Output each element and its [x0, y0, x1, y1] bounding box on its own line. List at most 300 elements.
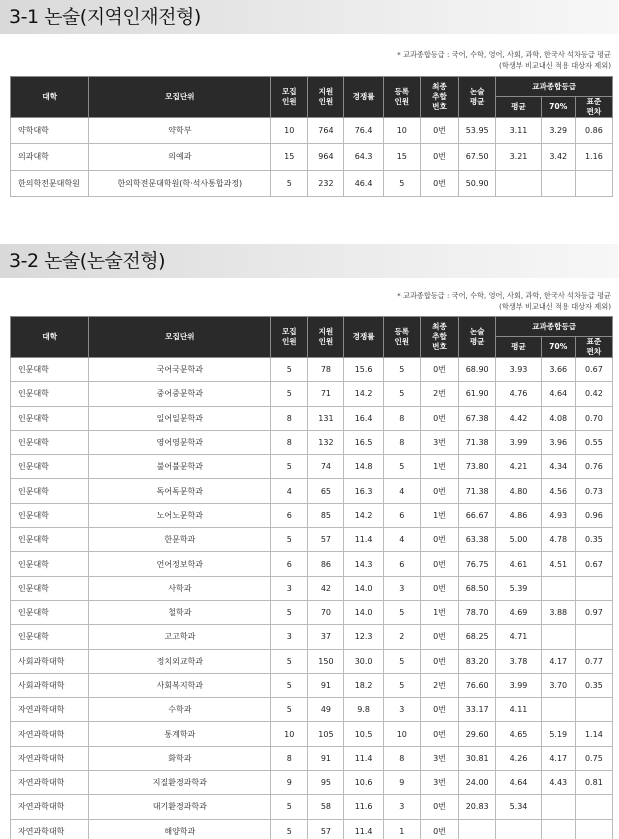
univ-cell: 사회과학대학 — [11, 673, 89, 697]
applicants-cell: 91 — [308, 673, 344, 697]
essay-avg-cell: 53.95 — [459, 118, 496, 144]
unit-cell: 사회복지학과 — [89, 673, 271, 697]
grade-sd-cell — [575, 170, 612, 196]
registered-cell: 6 — [383, 552, 420, 576]
col-header-essay-avg: 논술 평균 — [459, 317, 496, 358]
univ-cell: 인문대학 — [11, 625, 89, 649]
quota-cell: 5 — [271, 358, 308, 382]
table-row — [11, 170, 613, 196]
table-row — [11, 819, 613, 839]
applicants-cell: 131 — [308, 406, 344, 430]
grade-note-1-line1: * 교과종합등급 : 국어, 수학, 영어, 사회, 과학, 한국사 석차등급 평균 — [397, 50, 611, 59]
col-header-essay-avg: 논술 평균 — [459, 77, 496, 118]
unit-cell: 사학과 — [89, 576, 271, 600]
table-row — [11, 528, 613, 552]
last-no-cell: 0번 — [420, 576, 458, 600]
quota-cell: 5 — [271, 382, 308, 406]
table-row — [11, 430, 613, 454]
col-header-last-no: 최종 추합 번호 — [420, 77, 458, 118]
unit-cell: 독어독문학과 — [89, 479, 271, 503]
quota-cell: 4 — [271, 479, 308, 503]
registered-cell: 2 — [383, 625, 420, 649]
col-header-ratio: 경쟁률 — [344, 77, 383, 118]
univ-cell: 인문대학 — [11, 455, 89, 479]
applicants-cell: 85 — [308, 503, 344, 527]
essay-avg-cell: 68.25 — [459, 625, 496, 649]
grade-sd-cell: 0.67 — [575, 358, 612, 382]
last-no-cell: 0번 — [420, 649, 458, 673]
unit-cell: 약학부 — [89, 118, 271, 144]
col-header-grade-70: 70% — [541, 337, 575, 358]
col-header-unit: 모집단위 — [89, 317, 271, 358]
essay-avg-cell: 67.50 — [459, 144, 496, 170]
univ-cell: 인문대학 — [11, 430, 89, 454]
grade-sd-cell — [575, 576, 612, 600]
col-header-grade-sd: 표준 편차 — [575, 337, 612, 358]
last-no-cell: 0번 — [420, 698, 458, 722]
grade-70-cell — [541, 698, 575, 722]
last-no-cell: 1번 — [420, 600, 458, 624]
grade-avg-cell — [496, 170, 541, 196]
applicants-cell: 150 — [308, 649, 344, 673]
quota-cell: 15 — [271, 144, 308, 170]
applicants-cell: 964 — [308, 144, 344, 170]
ratio-cell: 14.0 — [344, 576, 383, 600]
last-no-cell: 1번 — [420, 455, 458, 479]
grade-sd-cell — [575, 698, 612, 722]
essay-avg-cell: 63.38 — [459, 528, 496, 552]
table-row — [11, 503, 613, 527]
last-no-cell: 0번 — [420, 625, 458, 649]
grade-sd-cell: 0.70 — [575, 406, 612, 430]
univ-cell: 의과대학 — [11, 144, 89, 170]
quota-cell: 6 — [271, 552, 308, 576]
quota-cell: 8 — [271, 746, 308, 770]
table-row — [11, 771, 613, 795]
col-header-univ: 대학 — [11, 77, 89, 118]
unit-cell: 대기환경과학과 — [89, 795, 271, 819]
registered-cell: 8 — [383, 430, 420, 454]
grade-avg-cell — [496, 819, 541, 839]
registered-cell: 4 — [383, 528, 420, 552]
grade-avg-cell: 4.26 — [496, 746, 541, 770]
univ-cell: 인문대학 — [11, 406, 89, 430]
grade-sd-cell: 0.76 — [575, 455, 612, 479]
last-no-cell: 3번 — [420, 746, 458, 770]
essay-avg-cell: 83.20 — [459, 649, 496, 673]
ratio-cell: 16.3 — [344, 479, 383, 503]
registered-cell: 5 — [383, 358, 420, 382]
grade-70-cell: 4.51 — [541, 552, 575, 576]
registered-cell: 5 — [383, 649, 420, 673]
univ-cell: 자연과학대학 — [11, 698, 89, 722]
unit-cell: 고고학과 — [89, 625, 271, 649]
col-header-ratio: 경쟁률 — [344, 317, 383, 358]
table-row — [11, 455, 613, 479]
grade-avg-cell: 4.65 — [496, 722, 541, 746]
applicants-cell: 91 — [308, 746, 344, 770]
registered-cell: 15 — [383, 144, 420, 170]
grade-70-cell: 3.70 — [541, 673, 575, 697]
grade-avg-cell: 5.34 — [496, 795, 541, 819]
last-no-cell: 0번 — [420, 406, 458, 430]
registered-cell: 5 — [383, 455, 420, 479]
univ-cell: 사회과학대학 — [11, 649, 89, 673]
grade-note-2-line1: * 교과종합등급 : 국어, 수학, 영어, 사회, 과학, 한국사 석차등급 평균 — [397, 291, 611, 300]
grade-avg-cell: 4.69 — [496, 600, 541, 624]
ratio-cell: 14.8 — [344, 455, 383, 479]
grade-avg-cell: 4.11 — [496, 698, 541, 722]
unit-cell: 중어중문학과 — [89, 382, 271, 406]
applicants-cell: 37 — [308, 625, 344, 649]
univ-cell: 자연과학대학 — [11, 722, 89, 746]
ratio-cell: 11.6 — [344, 795, 383, 819]
applicants-cell: 58 — [308, 795, 344, 819]
table-row — [11, 698, 613, 722]
registered-cell: 5 — [383, 673, 420, 697]
grade-70-cell: 3.29 — [541, 118, 575, 144]
applicants-cell: 49 — [308, 698, 344, 722]
last-no-cell: 0번 — [420, 528, 458, 552]
grade-70-cell: 4.93 — [541, 503, 575, 527]
table-row — [11, 795, 613, 819]
table-row — [11, 673, 613, 697]
essay-avg-cell: 71.38 — [459, 430, 496, 454]
last-no-cell: 0번 — [420, 552, 458, 576]
col-header-univ: 대학 — [11, 317, 89, 358]
applicants-cell: 132 — [308, 430, 344, 454]
essay-avg-cell: 20.83 — [459, 795, 496, 819]
section-title-essay: 3-2 논술(논술전형) — [0, 244, 619, 278]
grade-70-cell: 4.17 — [541, 746, 575, 770]
grade-sd-cell: 0.35 — [575, 673, 612, 697]
table-row — [11, 576, 613, 600]
table-header — [11, 317, 613, 358]
univ-cell: 인문대학 — [11, 528, 89, 552]
registered-cell: 3 — [383, 576, 420, 600]
univ-cell: 자연과학대학 — [11, 819, 89, 839]
quota-cell: 10 — [271, 118, 308, 144]
grade-avg-cell: 4.71 — [496, 625, 541, 649]
last-no-cell: 0번 — [420, 358, 458, 382]
col-header-unit: 모집단위 — [89, 77, 271, 118]
registered-cell: 10 — [383, 118, 420, 144]
grade-70-cell: 3.42 — [541, 144, 575, 170]
essay-avg-cell: 29.60 — [459, 722, 496, 746]
col-header-quota: 모집 인원 — [271, 317, 308, 358]
ratio-cell: 9.8 — [344, 698, 383, 722]
grade-70-cell: 4.17 — [541, 649, 575, 673]
univ-cell: 한의학전문대학원 — [11, 170, 89, 196]
quota-cell: 8 — [271, 406, 308, 430]
grade-70-cell — [541, 819, 575, 839]
essay-avg-cell: 76.75 — [459, 552, 496, 576]
grade-70-cell: 4.78 — [541, 528, 575, 552]
grade-sd-cell — [575, 795, 612, 819]
essay-avg-cell: 33.17 — [459, 698, 496, 722]
table-row — [11, 600, 613, 624]
grade-70-cell — [541, 170, 575, 196]
univ-cell: 인문대학 — [11, 358, 89, 382]
applicants-cell: 764 — [308, 118, 344, 144]
grade-avg-cell: 4.86 — [496, 503, 541, 527]
ratio-cell: 15.6 — [344, 358, 383, 382]
grade-note-2-line2: (학생부 비교내신 적용 대상자 제외) — [499, 301, 611, 311]
grade-sd-cell: 0.73 — [575, 479, 612, 503]
grade-avg-cell: 3.99 — [496, 430, 541, 454]
applicants-cell: 95 — [308, 771, 344, 795]
grade-70-cell: 3.88 — [541, 600, 575, 624]
applicants-cell: 71 — [308, 382, 344, 406]
grade-avg-cell: 3.21 — [496, 144, 541, 170]
table-row — [11, 649, 613, 673]
essay-avg-cell: 30.81 — [459, 746, 496, 770]
essay-avg-cell: 76.60 — [459, 673, 496, 697]
col-header-grade-group: 교과종합등급 — [496, 317, 613, 337]
grade-70-cell: 3.66 — [541, 358, 575, 382]
quota-cell: 5 — [271, 819, 308, 839]
registered-cell: 5 — [383, 382, 420, 406]
unit-cell: 정치외교학과 — [89, 649, 271, 673]
col-header-grade-sd: 표준 편차 — [575, 97, 612, 118]
univ-cell: 인문대학 — [11, 503, 89, 527]
ratio-cell: 14.2 — [344, 382, 383, 406]
grade-70-cell: 4.08 — [541, 406, 575, 430]
essay-avg-cell: 61.90 — [459, 382, 496, 406]
quota-cell: 10 — [271, 722, 308, 746]
col-header-applicants: 지원 인원 — [308, 77, 344, 118]
grade-avg-cell: 5.39 — [496, 576, 541, 600]
registered-cell: 8 — [383, 746, 420, 770]
grade-avg-cell: 4.76 — [496, 382, 541, 406]
grade-sd-cell — [575, 625, 612, 649]
essay-avg-cell: 66.67 — [459, 503, 496, 527]
col-header-grade-avg: 평균 — [496, 97, 541, 118]
col-header-quota: 모집 인원 — [271, 77, 308, 118]
univ-cell: 인문대학 — [11, 479, 89, 503]
grade-sd-cell: 0.86 — [575, 118, 612, 144]
last-no-cell: 2번 — [420, 382, 458, 406]
applicants-cell: 57 — [308, 528, 344, 552]
univ-cell: 인문대학 — [11, 382, 89, 406]
grade-70-cell: 5.19 — [541, 722, 575, 746]
grade-avg-cell: 4.64 — [496, 771, 541, 795]
ratio-cell: 11.4 — [344, 746, 383, 770]
registered-cell: 4 — [383, 479, 420, 503]
last-no-cell: 0번 — [420, 170, 458, 196]
ratio-cell: 12.3 — [344, 625, 383, 649]
ratio-cell: 11.4 — [344, 528, 383, 552]
ratio-cell: 10.6 — [344, 771, 383, 795]
grade-sd-cell: 0.67 — [575, 552, 612, 576]
grade-avg-cell: 3.99 — [496, 673, 541, 697]
essay-avg-cell: 50.90 — [459, 170, 496, 196]
unit-cell: 영어영문학과 — [89, 430, 271, 454]
col-header-registered: 등록 인원 — [383, 77, 420, 118]
ratio-cell: 14.2 — [344, 503, 383, 527]
grade-sd-cell: 0.42 — [575, 382, 612, 406]
grade-note-2 — [397, 291, 611, 312]
grade-70-cell: 3.96 — [541, 430, 575, 454]
grade-avg-cell: 4.61 — [496, 552, 541, 576]
applicants-cell: 86 — [308, 552, 344, 576]
quota-cell: 8 — [271, 430, 308, 454]
quota-cell: 6 — [271, 503, 308, 527]
applicants-cell: 65 — [308, 479, 344, 503]
registered-cell: 5 — [383, 170, 420, 196]
unit-cell: 노어노문학과 — [89, 503, 271, 527]
applicants-cell: 57 — [308, 819, 344, 839]
essay-avg-cell: 68.90 — [459, 358, 496, 382]
last-no-cell: 2번 — [420, 673, 458, 697]
unit-cell: 한문학과 — [89, 528, 271, 552]
quota-cell: 5 — [271, 698, 308, 722]
essay-results-table — [10, 316, 613, 839]
table-body — [11, 358, 613, 839]
grade-sd-cell: 0.75 — [575, 746, 612, 770]
essay-avg-cell: 24.00 — [459, 771, 496, 795]
univ-cell: 인문대학 — [11, 552, 89, 576]
grade-avg-cell: 3.78 — [496, 649, 541, 673]
ratio-cell: 11.4 — [344, 819, 383, 839]
applicants-cell: 78 — [308, 358, 344, 382]
applicants-cell: 74 — [308, 455, 344, 479]
registered-cell: 9 — [383, 771, 420, 795]
essay-avg-cell: 67.38 — [459, 406, 496, 430]
table-row — [11, 722, 613, 746]
unit-cell: 통계학과 — [89, 722, 271, 746]
ratio-cell: 46.4 — [344, 170, 383, 196]
grade-avg-cell: 5.00 — [496, 528, 541, 552]
univ-cell: 약학대학 — [11, 118, 89, 144]
grade-avg-cell: 4.42 — [496, 406, 541, 430]
grade-avg-cell: 4.80 — [496, 479, 541, 503]
grade-70-cell: 4.34 — [541, 455, 575, 479]
registered-cell: 6 — [383, 503, 420, 527]
last-no-cell: 3번 — [420, 430, 458, 454]
quota-cell: 9 — [271, 771, 308, 795]
unit-cell: 의예과 — [89, 144, 271, 170]
ratio-cell: 14.3 — [344, 552, 383, 576]
grade-sd-cell: 1.14 — [575, 722, 612, 746]
regional-results-table — [10, 76, 613, 197]
unit-cell: 한의학전문대학원(학·석사통합과정) — [89, 170, 271, 196]
univ-cell: 자연과학대학 — [11, 795, 89, 819]
last-no-cell: 0번 — [420, 479, 458, 503]
ratio-cell: 14.0 — [344, 600, 383, 624]
grade-70-cell: 4.56 — [541, 479, 575, 503]
grade-sd-cell: 0.55 — [575, 430, 612, 454]
grade-avg-cell: 4.21 — [496, 455, 541, 479]
quota-cell: 3 — [271, 576, 308, 600]
registered-cell: 1 — [383, 819, 420, 839]
unit-cell: 국어국문학과 — [89, 358, 271, 382]
ratio-cell: 64.3 — [344, 144, 383, 170]
grade-sd-cell: 1.16 — [575, 144, 612, 170]
applicants-cell: 232 — [308, 170, 344, 196]
quota-cell: 3 — [271, 625, 308, 649]
col-header-grade-avg: 평균 — [496, 337, 541, 358]
last-no-cell: 0번 — [420, 118, 458, 144]
grade-70-cell — [541, 625, 575, 649]
last-no-cell: 1번 — [420, 503, 458, 527]
grade-sd-cell: 0.77 — [575, 649, 612, 673]
section-title-regional: 3-1 논술(지역인재전형) — [0, 0, 619, 34]
univ-cell: 자연과학대학 — [11, 771, 89, 795]
table-row — [11, 479, 613, 503]
quota-cell: 5 — [271, 649, 308, 673]
grade-avg-cell: 3.93 — [496, 358, 541, 382]
registered-cell: 5 — [383, 600, 420, 624]
grade-note-1 — [397, 50, 611, 71]
last-no-cell: 3번 — [420, 771, 458, 795]
table-row — [11, 746, 613, 770]
last-no-cell: 0번 — [420, 722, 458, 746]
registered-cell: 3 — [383, 795, 420, 819]
registered-cell: 3 — [383, 698, 420, 722]
table-row — [11, 118, 613, 144]
quota-cell: 5 — [271, 528, 308, 552]
col-header-registered: 등록 인원 — [383, 317, 420, 358]
grade-sd-cell: 0.81 — [575, 771, 612, 795]
table-row — [11, 406, 613, 430]
grade-sd-cell: 0.96 — [575, 503, 612, 527]
essay-avg-cell — [459, 819, 496, 839]
essay-avg-cell: 68.50 — [459, 576, 496, 600]
unit-cell: 철학과 — [89, 600, 271, 624]
univ-cell: 자연과학대학 — [11, 746, 89, 770]
essay-avg-cell: 73.80 — [459, 455, 496, 479]
ratio-cell: 18.2 — [344, 673, 383, 697]
table-row — [11, 358, 613, 382]
table-row — [11, 144, 613, 170]
table-body — [11, 118, 613, 197]
grade-note-1-line2: (학생부 비교내신 적용 대상자 제외) — [499, 60, 611, 70]
unit-cell: 해양학과 — [89, 819, 271, 839]
registered-cell: 8 — [383, 406, 420, 430]
last-no-cell: 0번 — [420, 819, 458, 839]
grade-sd-cell — [575, 819, 612, 839]
col-header-grade-group: 교과종합등급 — [496, 77, 613, 97]
last-no-cell: 0번 — [420, 795, 458, 819]
quota-cell: 5 — [271, 795, 308, 819]
col-header-grade-70: 70% — [541, 97, 575, 118]
applicants-cell: 42 — [308, 576, 344, 600]
quota-cell: 5 — [271, 600, 308, 624]
unit-cell: 화학과 — [89, 746, 271, 770]
grade-70-cell — [541, 795, 575, 819]
grade-70-cell: 4.43 — [541, 771, 575, 795]
quota-cell: 5 — [271, 455, 308, 479]
essay-avg-cell: 71.38 — [459, 479, 496, 503]
grade-70-cell: 4.64 — [541, 382, 575, 406]
grade-avg-cell: 3.11 — [496, 118, 541, 144]
unit-cell: 일어일문학과 — [89, 406, 271, 430]
table-row — [11, 552, 613, 576]
table-row — [11, 382, 613, 406]
applicants-cell: 70 — [308, 600, 344, 624]
ratio-cell: 30.0 — [344, 649, 383, 673]
univ-cell: 인문대학 — [11, 600, 89, 624]
registered-cell: 10 — [383, 722, 420, 746]
table-row — [11, 625, 613, 649]
table-header — [11, 77, 613, 118]
ratio-cell: 16.4 — [344, 406, 383, 430]
unit-cell: 언어정보학과 — [89, 552, 271, 576]
grade-sd-cell: 0.35 — [575, 528, 612, 552]
ratio-cell: 16.5 — [344, 430, 383, 454]
ratio-cell: 76.4 — [344, 118, 383, 144]
